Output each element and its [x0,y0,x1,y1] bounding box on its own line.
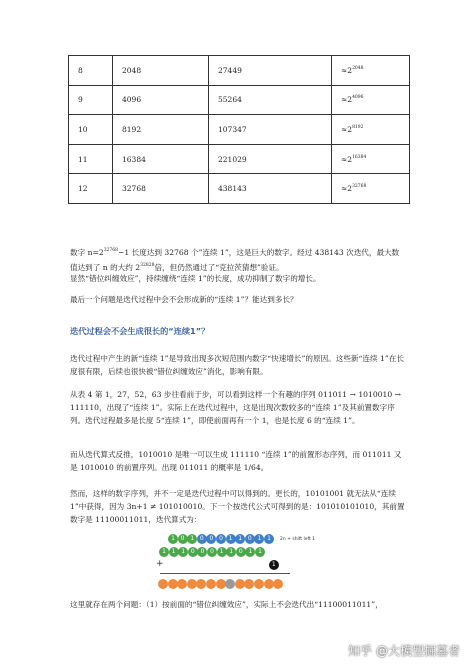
table-cell-approx: $\approx 2^{16384}$ [332,144,410,174]
table-cell: 9 [69,85,113,115]
table-cell: 221029 [209,144,332,174]
table-cell-approx: $\approx 2^{4096}$ [332,85,410,115]
bead-result [196,579,206,589]
bead-result [264,579,274,589]
paragraph-7: 然而，这样的数字序列，并不一定是迭代过程中可以得到的。更长的，10101001 就无法从“连续 1”中获得，因为 3n+1 ≠ 101010010。下一个按迭代公式可得到的是：101010101010，其前置数字是 11100011011，迭代算式为： [70,489,405,524]
bead-row1: 0 [216,534,226,544]
bead-result [216,579,226,589]
bead-result [158,579,168,589]
bead-row2: 1 [226,547,236,557]
bead-row2: 1 [169,547,179,557]
paragraph-6: 而从迭代算式反推，1010010 是唯一可以生成 111110 “连续 1”的前置形态序列，而 011011 又是 1010010 的前置序列。出现 011011 的概率是 1/64。 [70,450,402,472]
bead-plus-one: 1 [269,560,279,570]
bead-result [254,579,264,589]
data-table [68,55,410,204]
table-cell: 10 [69,115,113,145]
bead-row2: 0 [197,547,207,557]
table-cell: 11 [69,144,113,174]
bead-row2: 1 [217,547,227,557]
bead-row1: 1 [264,534,274,544]
table-cell: 32768 [113,174,209,204]
bead-result [168,579,178,589]
bead-row1: 1 [226,534,236,544]
bead-row1: 1 [168,534,178,544]
paragraph-4: 迭代过程中产生的新“连续 1”是导致出现多次短范围内数字“快速增长”的原因。这些新“连续 1”在长度很有限，后续也很快被“错位纠缠效应”消化，影响有限。 [70,354,404,376]
plus-sign: + [156,559,164,569]
bead-result [206,579,216,589]
bead-result [177,579,187,589]
bead-row2: 0 [188,547,198,557]
bead-result [225,579,235,589]
table-row [69,85,410,115]
bead-row2: 1 [255,547,265,557]
table-cell: 2048 [113,56,209,86]
table-cell-approx: $\approx 2^{2048}$ [332,56,410,86]
bead-result [235,579,245,589]
table-cell-approx: $\approx 2^{8192}$ [332,115,410,145]
bead-result [273,579,283,589]
paragraph-5: 从表 4 第 1，27，52，63 步往看前于步，可以看到这样一个有趣的序列 011011 → 1010010 → 111110，出现了“连续 1”。实际上在迭代过程中，这是出现次数较多的“连续 1”及其前置数字序列。迭代过程最多是长度 5“连续 1”，即使前面再有一个 1，也是长度 6 的“连续 1”。 [70,390,401,425]
watermark: 知乎 @大模型掘墓者 [348,644,460,658]
paragraph-1: 数字 $n=2^{32768}-1$ 长度达到 32768 个”连续 1”，这是巨大的数字。经过 438143 次迭代，最大数值达到了 n 的大约 $2^{32828}$倍，但仍然通过了“克拉茨猜想”验证。 [70,248,400,272]
table-row [69,115,410,145]
bead-row2: 1 [245,547,255,557]
table-row [69,56,410,86]
table-cell: 8 [69,56,113,86]
table-cell: 4096 [113,85,209,115]
bead-row1: 1 [187,534,197,544]
table-cell: 16384 [113,144,209,174]
bead-row2: 1 [159,547,169,557]
table-cell-approx: $\approx 2^{32768}$ [332,174,410,204]
bead-row2: 1 [178,547,188,557]
bead-row1: 1 [235,534,245,544]
bead-row1: 0 [245,534,255,544]
table-row [69,174,410,204]
table-cell: 107347 [209,115,332,145]
table-cell: 438143 [209,174,332,204]
table-row [69,144,410,174]
bead-result [187,579,197,589]
bead-row1: 0 [206,534,216,544]
bead-result [244,579,254,589]
table-cell: 12 [69,174,113,204]
table-cell: 55264 [209,85,332,115]
section-heading: 迭代过程会不会生成很长的“连续1”？ [70,326,210,336]
paragraph-8: 这里就存在两个问题：（1）按前面的“错位纠缠效应”，实际上不会迭代出“11100011011”， [70,600,383,609]
diagram-note: 2n + shift left 1 [280,537,316,542]
paragraph-3: 最后一个问题是迭代过程中会不会形成新的“连续 1”？能达到多长？ [70,295,298,304]
table-cell: 8192 [113,115,209,145]
bead-row1: 1 [254,534,264,544]
sum-line [160,573,290,574]
paragraph-2: 显然“错位纠缠效应”，持续缠绕“连续 1”的长度，成功抑制了数字的增长。 [70,274,321,283]
bead-row2: 0 [236,547,246,557]
bead-row1: 0 [178,534,188,544]
table-cell: 27449 [209,56,332,86]
bead-row2: 0 [207,547,217,557]
bead-row1: 0 [197,534,207,544]
